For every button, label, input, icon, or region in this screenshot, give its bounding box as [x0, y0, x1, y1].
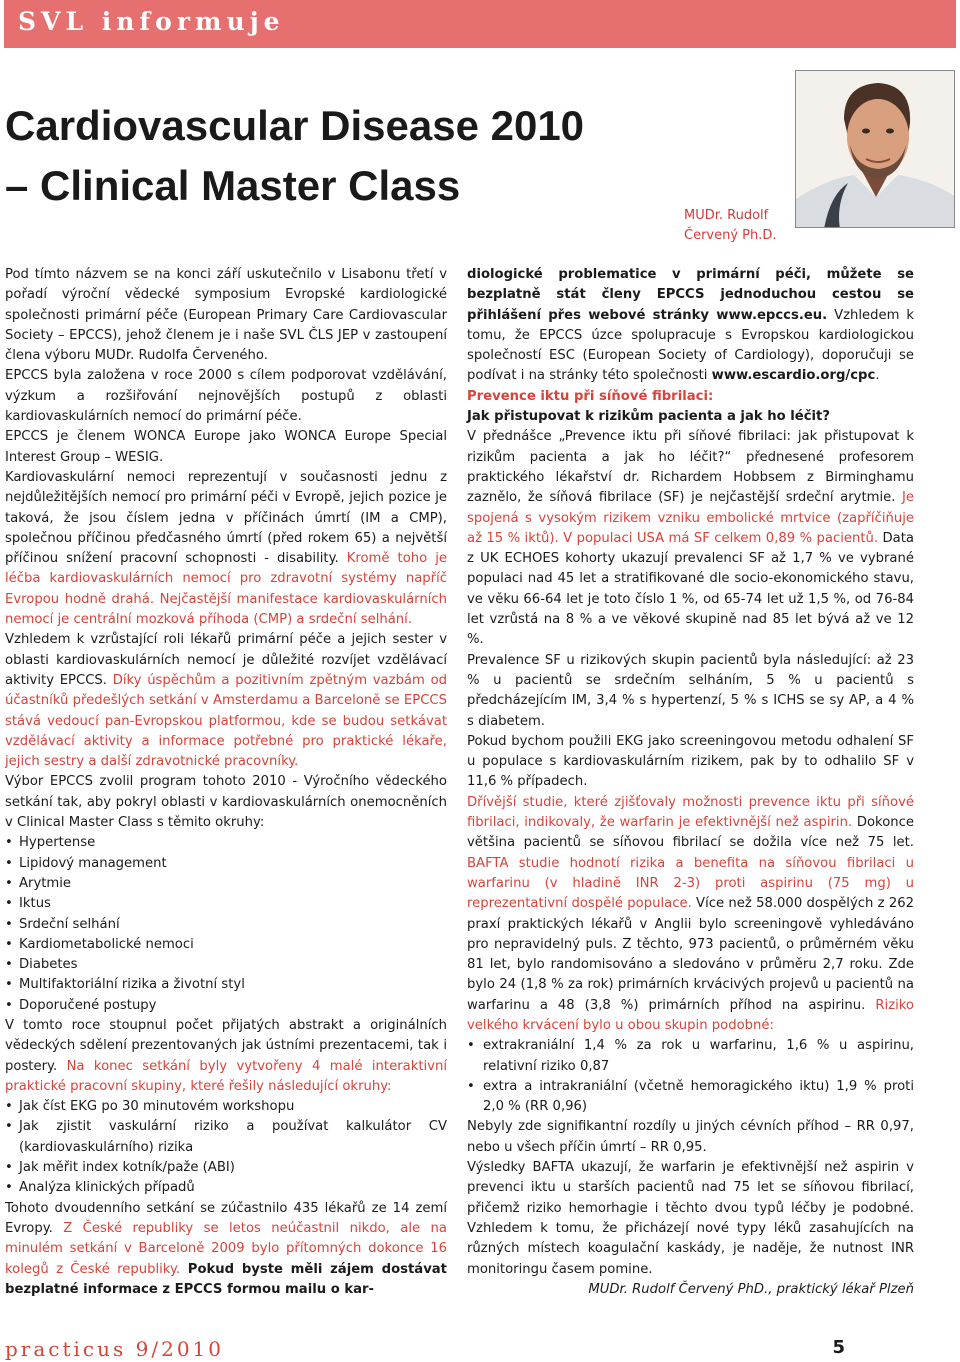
list-item: • Kardiometabolické nemoci [5, 935, 447, 955]
page-number: 5 [832, 1337, 845, 1358]
text-run-accent: Je spojená s vysokým rizikem vzniku embolické mrtvice (zapříčiňuje až 15 % iktů). V populaci USA má SF celkem 0,89 % pacientů. [467, 490, 914, 546]
text-run-accent: BAFTA studie hodnotí rizika a benefita na síňovou fibrilaci u warfarinu (v hladině INR 2-3) proti aspirinu (75 mg) u reprezentativní dospělé populace. [467, 855, 914, 912]
paragraph: Prevalence SF u rizikových skupin pacientů byla následující: až 23 % u pacientů se srdečním selháním, 5 % u pacientů s předcházejícím IM, 3,4 % s hypertenzí, 5 % s ICHS se sy AP, a 4 % s diabetem. [467, 652, 914, 729]
section-header-bar [4, 0, 956, 48]
left-column [5, 265, 447, 1300]
text-run: Dokonce většina pacientů se síňovou fibrilací se dožila více než 75 let. [467, 815, 914, 851]
workshop-list [5, 1097, 447, 1198]
list-item: • extra a intrakraniální (včetně hemoragického iktu) 1,9 % proti 2,0 % (RR 0,96) [467, 1077, 914, 1118]
list-item: • Srdeční selhání [5, 915, 447, 935]
text-run-accent: Nejčastější manifestace kardiovaskulárních nemocí je centrální mozková příhoda (CMP) a srdeční selhání. [5, 591, 447, 628]
author-name-line1: MUDr. Rudolf [684, 208, 769, 223]
text-run: V přednášce „Prevence iktu při síňové fibrilaci: jak přistupovat k rizikům pacienta a jak ho léčit?“ přednesené profesorem praktického lékařství dr. Richardem Hobbsem z Birminghamu zaznělo, že síňová fibrilace (SF) je nejčastější srdeční arytmie. [467, 429, 914, 506]
section-title: SVL informuje [18, 7, 285, 36]
list-item: • Jak měřit index kotník/paže (ABI) [5, 1158, 447, 1178]
list-item: • extrakraniální 1,4 % za rok u warfarinu, 1,6 % u aspirinu, relativní riziko 0,87 [467, 1036, 914, 1077]
paragraph [467, 265, 914, 387]
paragraph [5, 630, 447, 772]
text-run-bold: Pokud byste měli zájem dostávat bezplatné informace z EPCCS formou mailu o kar- [5, 1261, 447, 1297]
text-run-accent: Díky úspěchům a pozitivním zpětným vazbám od účastníků předešlých setkání v Amsterdamu a Barceloně se EPCCS stává vedoucí pan-Evropskou platformou, kde se budou setkávat vzdělávací aktivity a informace potřebné pro praktické lékaře, jejich sestry a další zdravotnické pracovníky. [5, 672, 448, 770]
text-run: Tohoto dvoudenního setkání se zúčastnilo 435 lékařů ze 14 zemí Evropy. [5, 1200, 447, 1236]
list-item: • Hypertense [5, 833, 447, 853]
author-photo [795, 70, 955, 228]
list-item: • Jak číst EKG po 30 minutovém workshopu [5, 1097, 447, 1117]
text-run-accent: Na konec setkání byly vytvořeny 4 malé interaktivní praktické pracovní skupiny, které řešily následující okruhy: [5, 1058, 447, 1094]
list-item: • Diabetes [5, 955, 447, 975]
paragraph: EPCCS je členem WONCA Europe jako WONCA Europe Special Interest Group – WESIG. [5, 429, 447, 465]
paragraph: Nebyly zde signifikantní rozdíly u jiných cévních příhod – RR 0,97, nebo u všech příčin úmrtí – RR 0,95. [467, 1119, 914, 1155]
paragraph [5, 468, 447, 630]
list-item: • Analýza klinických případů [5, 1178, 447, 1198]
list-item: • Arytmie [5, 874, 447, 894]
paragraph: Výsledky BAFTA ukazují, že warfarin je efektivnější než aspirin v prevenci iktu u starších pacientů nad 75 let se síňovou fibrilací, přičemž riziko hemorhagie i těchto dvou typů léčby je podobné. Vzhledem k tomu, že přicházejí nové typy léků zasahujících na různých místech koagulační kaskády, je naděje, že nutnost INR monitoringu časem pomine. [467, 1160, 914, 1277]
text-run-accent: Dřívější studie, které zjišťovaly možnosti prevence iktu při síňové fibrilaci, indikovaly, že warfarin je efektivnější než aspirin. [467, 794, 914, 831]
right-column [467, 265, 914, 1300]
text-run-bold: www.escardio.org/cpc [711, 368, 876, 384]
text-run-accent: Z České republiky se letos neúčastnil nikdo, ale na minulém setkání v Barceloně 2009 bylo přítomných dokonce 16 kolegů z České republiky. [5, 1220, 447, 1277]
paragraph [467, 793, 914, 1037]
text-run: Zde bylo 24 (1,8 % za rok) primárních krvácivých projevů u pacientů na warfarinu a 48 (3,8 %) primárních příhod na aspirinu. [467, 957, 914, 1013]
text-run-accent: Kromě toho je léčba kardiovaskulárních nemocí pro zdravotní systémy napříč Evropou hodně drahá. [5, 551, 448, 607]
text-run: Vzhledem k vzrůstající roli lékařů primární péče a jejich sester v oblasti kardiovaskulárních nemocí je důležité rozvíjet vzdělávací aktivity EPCCS. [5, 632, 447, 688]
topic-list [5, 833, 447, 1016]
text-run: Vzhledem k tomu, že EPCCS úzce spolupracuje s Evropskou kardiologickou společností ESC (European Society of Cardiology), doporučuji se podívat i na stránky této společnosti [467, 307, 914, 384]
text-run-accent: Riziko velkého krvácení bylo u obou skupin podobné: [467, 997, 914, 1033]
text-run: Data z UK ECHOES kohorty ukazují prevalenci SF až 1,7 % ve vybrané populaci nad 45 let a stratifikované dle socio-ekonomického stavu, ve věku 66-64 let je toto číslo 1 %, od 65-74 let už 1,5 %, od 76-84 let vzrůstá na 8 % a ve věkové skupině nad 85 let bývá až ve 12 %. [467, 530, 914, 648]
list-item: • Jak zjistit vaskulární riziko a používat kalkulátor CV (kardiovaskulárního) rizika [5, 1117, 447, 1158]
list-item: • Doporučené postupy [5, 996, 447, 1016]
footer-brand: practicus 9/2010 [5, 1337, 224, 1361]
list-item: • Iktus [5, 894, 447, 914]
text-run-bold: diologické problematice v primární péči, můžete se bezplatně stát členy EPCCS jednoduchou cestou se přihlášení přes webové stránky www.epccs.eu. [467, 267, 914, 323]
paragraph [5, 1199, 447, 1300]
text-run: Kardiovaskulární nemoci reprezentují v současnosti jednu z nejdůležitějších nemocí pro primární péči v Evropě, jejich pozice je taková, že jsou číslem jedna v příčinách úmrtí (IM a CMP), společnou příčinou předčasného úmrtí (před rokem 65) a největší příčinou snížení pracovní schopnosti - disability. [5, 469, 447, 567]
paragraph [467, 427, 914, 650]
article-title [5, 96, 584, 216]
paragraph: EPCCS byla založena v roce 2000 s cílem podporovat vzdělávání, výzkum a rozšiřování nejnovějších postupů z oblasti kardiovaskulárních nemocí do primární péče. [5, 368, 447, 425]
text-run: Více než 58.000 dospělých z 262 praxí praktických lékařů v Anglii bylo screeningově vyhledáváno pro nepravidelný puls. [467, 896, 915, 952]
paragraph: Pokud bychom použili EKG jako screeningovou metodu odhalení SF u populace s kardiovaskulárním rizikem, pak by to odhalilo SF v 11,6 % případech. [467, 733, 914, 790]
text-run: . [875, 368, 880, 384]
article-title-line1: Cardiovascular Disease 2010 [5, 102, 585, 149]
author-caption [684, 206, 777, 246]
list-item: • Multifaktoriální rizika a životní styl [5, 975, 447, 995]
text-run: Z těchto, 973 pacientů, o průměrném věku 81 let, bylo randomisováno a sledováno v průměru 2,7 roku. [467, 936, 914, 973]
subheading: Jak přistupovat k rizikům pacienta a jak ho léčit? [467, 409, 831, 425]
paragraph [5, 1016, 447, 1097]
subheading: Prevence iktu při síňové fibrilaci: [467, 388, 714, 404]
author-name-line2: Červený Ph.D. [684, 228, 777, 243]
paragraph: Pod tímto názvem se na konci září uskutečnilo v Lisabonu třetí v pořadí výroční vědecké symposium Evropské kardiologické společnosti primární péče (European Primary Care Cardiovascular Society – EPCCS), jehož členem je i naše SVL ČLS JEP v zastoupení člena výboru MUDr. Rudolfa Červeného. [5, 267, 447, 364]
bleeding-risk-list [467, 1036, 914, 1117]
paragraph: Výbor EPCCS zvolil program tohoto 2010 - Výročního vědeckého setkání tak, aby pokryl oblasti v kardiovaskulárních onemocněních v Clinical Master Class s těmito okruhy: [5, 774, 447, 831]
list-item: • Lipidový management [5, 854, 447, 874]
article-title-line2: – Clinical Master Class [5, 162, 461, 209]
signature: MUDr. Rudolf Červený PhD., praktický lékař Plzeň [588, 1281, 914, 1297]
text-run: V tomto roce stoupnul počet přijatých abstrakt a originálních vědeckých sdělení prezentovaných jak ústními prezentacemi, tak i postery. [5, 1017, 447, 1074]
